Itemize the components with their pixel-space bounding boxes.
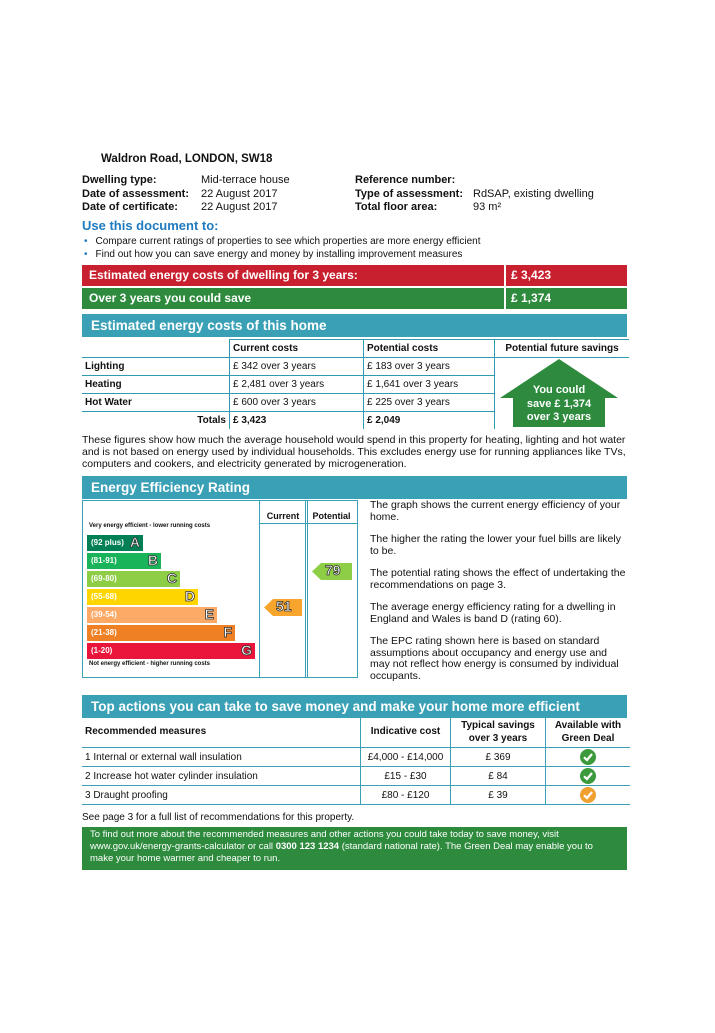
savings-arrow-line: save £ 1,374 xyxy=(526,397,592,410)
check-circle-icon xyxy=(580,749,596,765)
floor-area-value: 93 m² xyxy=(473,201,502,213)
band-f: (21-38) F xyxy=(87,625,235,641)
potential-rating-value: 79 xyxy=(325,562,341,578)
info-box xyxy=(82,827,627,870)
details-right xyxy=(355,174,594,215)
actions-table xyxy=(82,716,630,805)
dwelling-type-value: Mid-terrace house xyxy=(201,174,290,186)
estimated-costs-bar xyxy=(82,265,627,286)
measure-cost: £4,000 - £14,000 xyxy=(361,748,451,767)
measure-savings: £ 84 xyxy=(451,767,546,786)
eer-explanations xyxy=(370,500,627,693)
savings-bar xyxy=(82,288,627,309)
estimated-costs-value: £ 3,423 xyxy=(511,268,552,282)
current-cost: £ 600 over 3 years xyxy=(230,394,364,412)
potential-rating-arrow xyxy=(312,563,352,580)
totals-label: Totals xyxy=(82,412,230,430)
col-green-deal: Available with Green Deal xyxy=(546,716,631,748)
savings-arrow-line: You could xyxy=(532,384,586,396)
info-line: make your home warmer and cheaper to run. xyxy=(90,853,281,864)
col-future-savings: Potential future savings xyxy=(495,340,630,358)
costs-section-title: Estimated energy costs of this home xyxy=(91,318,327,333)
col-indicative-cost: Indicative cost xyxy=(361,716,451,748)
measure-cost: £15 - £30 xyxy=(361,767,451,786)
actions-section-title: Top actions you can take to save money and make your home more efficient xyxy=(91,699,580,714)
potential-cost: £ 1,641 over 3 years xyxy=(364,376,495,394)
estimated-costs-label: Estimated energy costs of dwelling for 3 years: xyxy=(89,268,358,282)
eer-section-title: Energy Efficiency Rating xyxy=(91,480,251,495)
info-line: www.gov.uk/energy-grants-calculator or call xyxy=(90,841,276,852)
col-typical-savings: Typical savings over 3 years xyxy=(451,716,546,748)
current-rating-value: 51 xyxy=(276,598,292,614)
info-line: To find out more about the recommended measures and other actions you could take today to save money, visit xyxy=(90,829,559,840)
potential-cost: £ 183 over 3 years xyxy=(364,358,495,376)
assessment-type-value: RdSAP, existing dwelling xyxy=(473,187,594,200)
details-left xyxy=(82,174,290,215)
savings-arrow-line: over 3 years xyxy=(526,411,592,423)
col-measures: Recommended measures xyxy=(82,716,361,748)
costs-note: These figures show how much the average household would spend in this property for heating, lighting and hot water and is not based on energy used by individual households. This excludes energy use for running appliances like TVs, computers and cookers, and electricity generated by microgeneration. xyxy=(82,434,626,470)
eer-explanation: The EPC rating shown here is based on standard assumptions about occupancy and energy use and may not reflect how energy is consumed by individual occupants. xyxy=(370,635,619,682)
dwelling-type-label: Dwelling type: xyxy=(82,174,157,186)
band-d: (55-68) D xyxy=(87,589,198,605)
measure-cost: £80 - £120 xyxy=(361,786,451,805)
certificate-date-label: Date of certificate: xyxy=(82,201,178,213)
table-row xyxy=(82,716,630,748)
col-potential-costs: Potential costs xyxy=(364,340,495,358)
floor-area-label: Total floor area: xyxy=(355,201,438,213)
table-row xyxy=(82,340,629,358)
assessment-type-label: Type of assessment: xyxy=(355,187,464,200)
eer-explanation: The graph shows the current energy efficiency of your home. xyxy=(370,499,621,523)
measure-name: 2 Increase hot water cylinder insulation xyxy=(82,767,361,786)
band-e: (39-54) E xyxy=(87,607,217,623)
costs-section-header xyxy=(82,314,627,337)
assessment-date-label: Date of assessment: xyxy=(82,187,189,200)
recommendations-footnote: See page 3 for a full list of recommendations for this property. xyxy=(82,812,355,823)
info-line: (standard national rate). The Green Deal may enable you to xyxy=(339,841,593,852)
eer-explanation: The potential rating shows the effect of undertaking the recommendations on page 3. xyxy=(370,567,626,591)
property-address: Waldron Road, LONDON, SW18 xyxy=(101,153,273,165)
green-deal-check xyxy=(546,786,631,805)
band-g: (1-20) G xyxy=(87,643,255,659)
eer-bottom-note: Not energy efficient - higher running costs xyxy=(89,661,211,667)
row-name: Lighting xyxy=(82,358,230,376)
potential-cost: £ 225 over 3 years xyxy=(364,394,495,412)
eer-chart xyxy=(82,500,358,678)
use-document-list xyxy=(84,236,481,261)
use-document-title: Use this document to: xyxy=(82,218,219,233)
measure-name: 3 Draught proofing xyxy=(82,786,361,805)
certificate-date-value: 22 August 2017 xyxy=(201,201,278,213)
band-b: (81-91) B xyxy=(87,553,161,569)
green-deal-check xyxy=(546,767,631,786)
row-name: Hot Water xyxy=(82,394,230,412)
col-current-costs: Current costs xyxy=(230,340,364,358)
table-row xyxy=(82,748,630,767)
check-circle-icon xyxy=(580,768,596,784)
totals-current: £ 3,423 xyxy=(230,412,364,430)
row-name: Heating xyxy=(82,376,230,394)
use-document-item: • Find out how you can save energy and money by installing improvement measures xyxy=(84,249,481,262)
measure-savings: £ 369 xyxy=(451,748,546,767)
totals-potential: £ 2,049 xyxy=(364,412,495,430)
actions-section-header xyxy=(82,695,627,718)
green-deal-check xyxy=(546,748,631,767)
check-circle-icon xyxy=(580,787,596,803)
measure-savings: £ 39 xyxy=(451,786,546,805)
eer-col-current: Current xyxy=(266,511,300,521)
eer-explanation: The higher the rating the lower your fuel bills are likely to be. xyxy=(370,533,621,557)
eer-section-header xyxy=(82,476,627,499)
assessment-date-value: 22 August 2017 xyxy=(201,187,278,200)
savings-value: £ 1,374 xyxy=(511,291,552,305)
band-c: (69-80) C xyxy=(87,571,180,587)
band-a: (92 plus) A xyxy=(87,535,143,551)
reference-label: Reference number: xyxy=(355,174,456,186)
current-rating-arrow xyxy=(264,599,302,616)
phone-number: 0300 123 1234 xyxy=(275,841,340,852)
savings-label: Over 3 years you could save xyxy=(89,291,252,305)
eer-col-potential: Potential xyxy=(312,511,351,521)
current-cost: £ 2,481 over 3 years xyxy=(230,376,364,394)
table-row xyxy=(82,767,630,786)
eer-explanation: The average energy efficiency rating for a dwelling in England and Wales is band D (rating 60). xyxy=(370,601,616,625)
current-cost: £ 342 over 3 years xyxy=(230,358,364,376)
measure-name: 1 Internal or external wall insulation xyxy=(82,748,361,767)
table-row xyxy=(82,786,630,805)
savings-arrow xyxy=(500,359,618,427)
eer-top-note: Very energy efficient - lower running costs xyxy=(89,523,211,529)
use-document-item: • Compare current ratings of properties to see which properties are more energy efficient xyxy=(84,236,481,249)
